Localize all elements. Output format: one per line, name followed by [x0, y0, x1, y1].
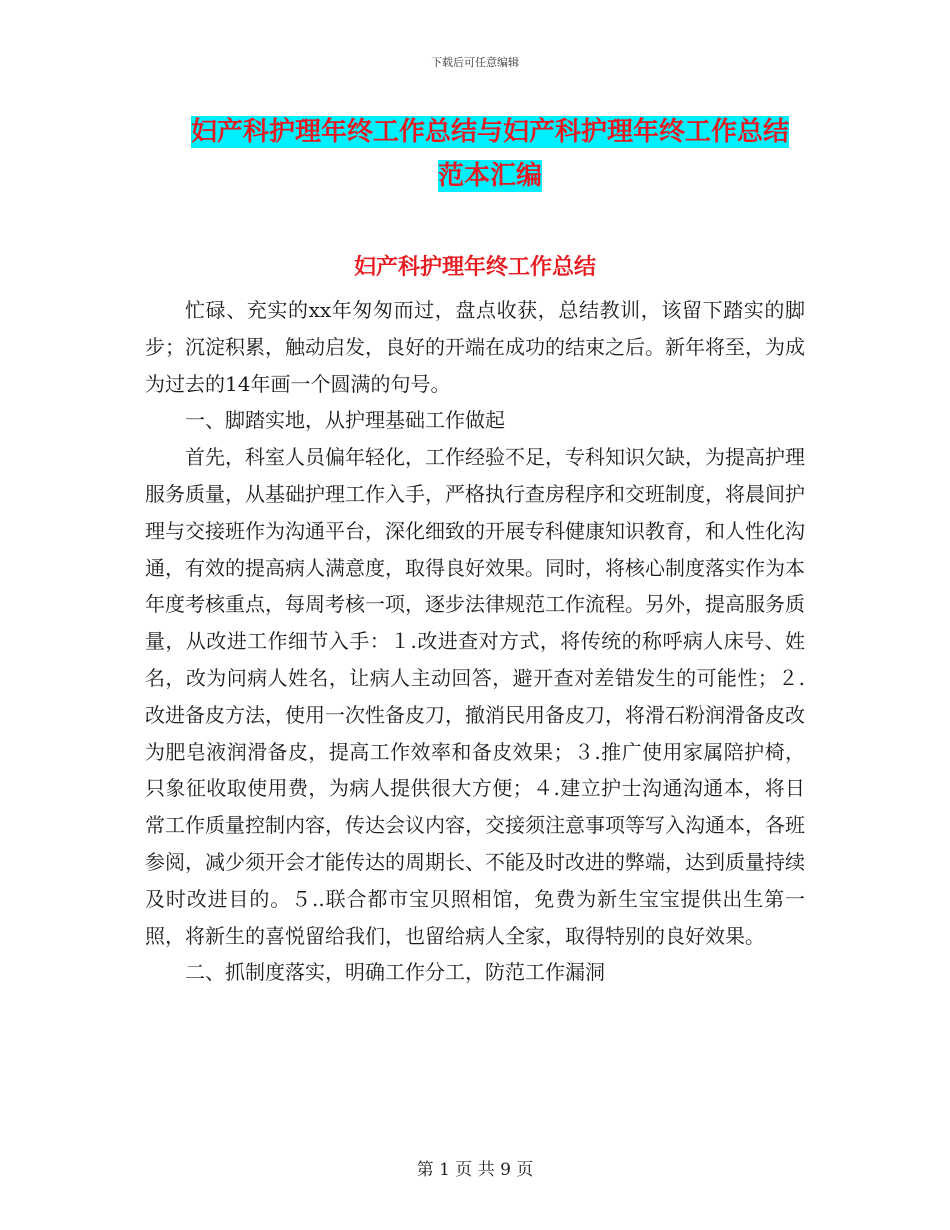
document-title [150, 110, 830, 198]
header-note: 下载后可任意编辑 [431, 56, 519, 69]
document-title-line-2: 范本汇编 [437, 161, 542, 191]
heading-section-1: 一、脚踏实地，从护理基础工作做起 [185, 408, 505, 433]
section-title: 妇产科护理年终工作总结 [353, 254, 596, 280]
paragraph-intro: 忙碌、充实的xx年匆匆而过，盘点收获，总结教训，该留下踏实的脚步；沉淀积累，触动启发，良好的开端在成功的结束之后。新年将至，为成为过去的14年画一个圆满的句号。 [145, 298, 805, 396]
body-text [145, 292, 805, 991]
page-number: 第 1 页 共 9 页 [416, 1160, 534, 1180]
document-title-line-1: 妇产科护理年终工作总结与妇产科护理年终工作总结 [190, 117, 789, 147]
paragraph-section-1: 首先，科室人员偏年轻化，工作经验不足，专科知识欠缺，为提高护理服务质量，从基础护理工作入手，严格执行查房程序和交班制度，将晨间护理与交接班作为沟通平台，深化细致的开展专科健康知识教育，和人性化沟通，有效的提高病人满意度，取得良好效果。同时，将核心制度落实作为本年度考核重点，每周考核一项，逐步法律规范工作流程。另外，提高服务质量，从改进工作细节入手：１.改进查对方式，将传统的称呼病人床号、姓名，改为问病人姓名，让病人主动回答，避开查对差错发生的可能性；２.改进备皮方法，使用一次性备皮刀，撤消民用备皮刀，将滑石粉润滑备皮改为肥皂液润滑备皮，提高工作效率和备皮效果；３.推广使用家属陪护椅，只象征收取使用费，为病人提供很大方便；４.建立护士沟通沟通本，将日常工作质量控制内容，传达会议内容，交接须注意事项等写入沟通本，各班参阅，减少须开会才能传达的周期长、不能及时改进的弊端，达到质量持续及时改进目的。５..联合都市宝贝照相馆，免费为新生宝宝提供出生第一照，将新生的喜悦留给我们，也留给病人全家，取得特别的良好效果。 [145, 445, 805, 948]
heading-section-2: 二、抓制度落实，明确工作分工，防范工作漏洞 [185, 960, 605, 985]
